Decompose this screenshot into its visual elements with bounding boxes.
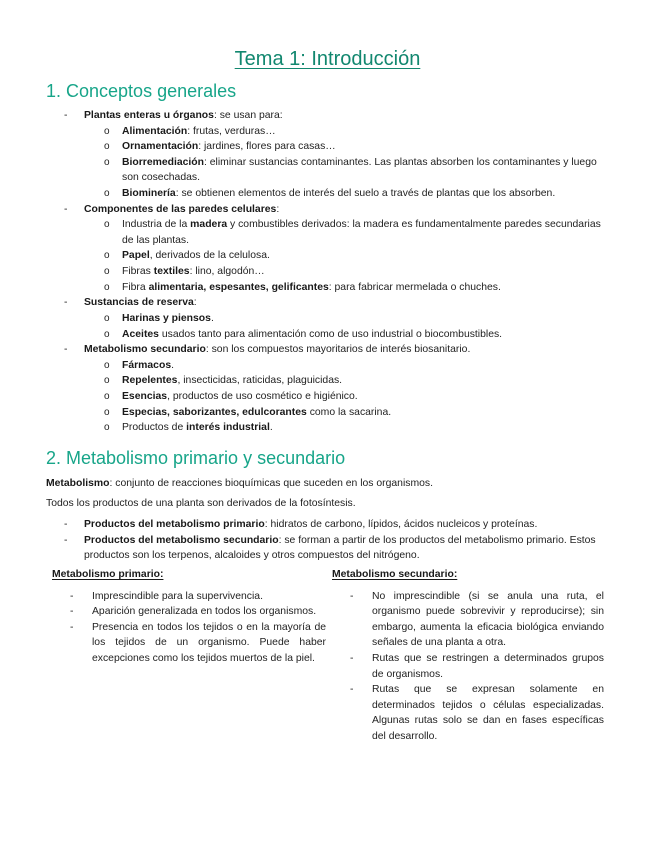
sub-item-term: Repelentes [122,375,178,387]
sub-item-text: . [269,422,273,434]
sub-list [84,358,611,436]
list-item [52,589,326,605]
circle-bullet: o [104,219,110,231]
list-item [0,295,655,342]
item-text: Rutas que se expresan solamente en determinados tejidos o células especializadas. Algunas rutas solo se dan en fases específicas del desarrollo. [372,684,604,743]
sub-item-text: usados tanto para alimentación como de uso industrial o biocombustibles. [158,328,503,340]
circle-bullet: o [104,359,110,371]
sub-item-text: . [210,312,214,324]
sub-item-term: interés industrial [186,422,270,434]
section-2-heading: 2. Metabolismo primario y secundario [46,447,346,468]
section-1-list [0,108,655,436]
sub-list [84,311,611,342]
item-text: : [193,297,197,309]
sub-item-text: : se obtienen elementos de interés del suelo a través de plantas que los absorben. [175,188,556,200]
sub-list-item [84,405,611,421]
sub-item-text: . [171,359,174,371]
sub-item-text: , insecticidas, raticidas, plaguicidas. [177,375,343,387]
circle-bullet: o [104,390,110,402]
sub-item-text: : lino, algodón… [189,266,265,278]
circle-bullet: o [104,406,110,418]
dash-bullet: - [70,621,74,633]
item-term: Productos del metabolismo secundario [84,534,279,546]
circle-bullet: o [104,422,110,434]
definition-text: : conjunto de reacciones bioquímicas que suceden en los organismos. [109,477,433,489]
circle-bullet: o [104,250,110,262]
item-text: Presencia en todos los tejidos o en la mayoría de los tejidos de un organismo. Puede haber excepciones como los tejidos muertos de la piel. [92,621,326,665]
sub-list [84,124,611,202]
sub-list [84,217,611,295]
fotosintesis-paragraph: Todos los productos de una planta son derivados de la fotosíntesis. [46,498,356,510]
secundario-heading: Metabolismo secundario: [332,569,458,580]
primario-heading: Metabolismo primario: [52,569,164,580]
item-term: Metabolismo secundario [84,344,206,356]
item-text: No imprescindible (si se anula una ruta, el organismo puede sobrevivir y reproducirse); sin embargo, aumenta la eficacia biológica enviando señales de una planta a otra. [372,590,604,649]
dash-bullet: - [64,344,68,356]
sub-item-term: Esencias [122,390,168,402]
sub-item-prefix: Productos de [122,422,187,434]
sub-item-term: Biominería [122,188,176,200]
list-item [0,517,655,533]
sub-list-item [84,217,611,248]
section-1-heading: 1. Conceptos generales [46,81,237,101]
sub-list-item [84,124,611,140]
sub-list-item [84,389,611,405]
item-text: : se forman a partir de los productos del metabolismo primario. Estos productos son los terpenos, alcaloides y otros compuestos del nitrógeno. [84,534,596,562]
sub-item-text: como la sacarina. [306,406,392,418]
dash-bullet: - [64,519,68,531]
sub-item-term: Papel [122,250,150,262]
item-text: : hidratos de carbono, lípidos, ácidos nucleicos y proteínas. [264,519,538,531]
dash-bullet: - [64,297,68,309]
sub-item-term: Harinas y piensos [122,312,211,324]
dash-bullet: - [70,590,74,602]
item-text: : se usan para: [213,110,283,121]
dash-bullet: - [350,684,354,696]
sub-item-term: Ornamentación [122,141,199,153]
item-term: Plantas enteras u órganos [84,110,214,121]
sub-item-text: : eliminar sustancias contaminantes. Las plantas absorben los contaminantes y luego son cosechadas. [122,156,597,184]
sub-item-text: y combustibles derivados: la madera es fundamentalmente paredes secundarias de las plantas. [122,219,601,246]
dash-bullet: - [64,534,68,546]
item-text: Aparición generalizada en todos los organismos. [92,606,317,618]
sub-list-item [84,155,611,186]
circle-bullet: o [104,141,110,153]
sub-list-item [84,264,611,280]
sub-list-item [84,280,611,296]
sub-item-term: Especias, saborizantes, edulcorantes [122,406,307,418]
sub-item-prefix: Industria de la [122,219,191,231]
list-item [52,620,326,667]
list-item [52,604,326,620]
sub-item-prefix: Fibra [122,281,149,293]
sub-list-item [84,248,611,264]
sub-item-text: : frutas, verduras… [187,125,276,137]
definition-term: Metabolismo [46,477,110,489]
circle-bullet: o [104,266,110,278]
primario-list [52,589,326,667]
sub-item-term: madera [190,219,228,231]
circle-bullet: o [104,312,110,324]
circle-bullet: o [104,375,110,387]
list-item [332,651,604,682]
sub-item-text: , derivados de la celulosa. [149,250,270,262]
section-2-list [0,517,655,564]
circle-bullet: o [104,156,110,168]
sub-list-item [84,358,611,374]
dash-bullet: - [64,110,68,121]
circle-bullet: o [104,328,110,340]
list-item [0,342,655,436]
circle-bullet: o [104,281,110,293]
item-text: Rutas que se restringen a determinados grupos de organismos. [372,653,604,680]
primario-column [52,567,326,667]
sub-item-prefix: Fibras [122,266,154,278]
list-item [0,108,655,202]
sub-list-item [84,373,611,389]
sub-item-text: : jardines, flores para casas… [198,141,336,153]
dash-bullet: - [350,653,354,665]
sub-list-item [84,327,611,343]
sub-item-term: Fármacos [122,359,172,371]
sub-item-term: Biorremediación [122,156,204,168]
item-text: Imprescindible para la supervivencia. [92,590,263,602]
circle-bullet: o [104,125,110,137]
sub-list-item [84,186,611,202]
secundario-list [332,589,604,745]
sub-item-term: alimentaria, espesantes, gelificantes [148,281,329,293]
sub-list-item [84,420,611,436]
list-item [0,202,655,296]
document-title: Tema 1: Introducción [234,48,421,70]
item-term: Componentes de las paredes celulares [84,203,277,215]
sub-item-text: : para fabricar mermelada o chuches. [328,281,501,293]
list-item [332,682,604,744]
dash-bullet: - [64,203,68,215]
list-item [0,533,655,564]
sub-item-term: Alimentación [122,125,188,137]
circle-bullet: o [104,188,110,200]
sub-item-term: Aceites [122,328,159,340]
dash-bullet: - [350,590,354,602]
item-text: : [276,203,280,215]
dash-bullet: - [70,606,74,618]
list-item [332,589,604,651]
sub-item-term: textiles [153,266,190,278]
metabolismo-definition [46,476,611,492]
item-text: : son los compuestos mayoritarios de interés biosanitario. [205,344,471,356]
item-term: Productos del metabolismo primario [84,519,265,531]
item-term: Sustancias de reserva [84,297,194,309]
sub-list-item [84,311,611,327]
sub-list-item [84,139,611,155]
sub-item-text: , productos de uso cosmético e higiénico. [167,390,358,402]
secundario-column [332,567,604,745]
